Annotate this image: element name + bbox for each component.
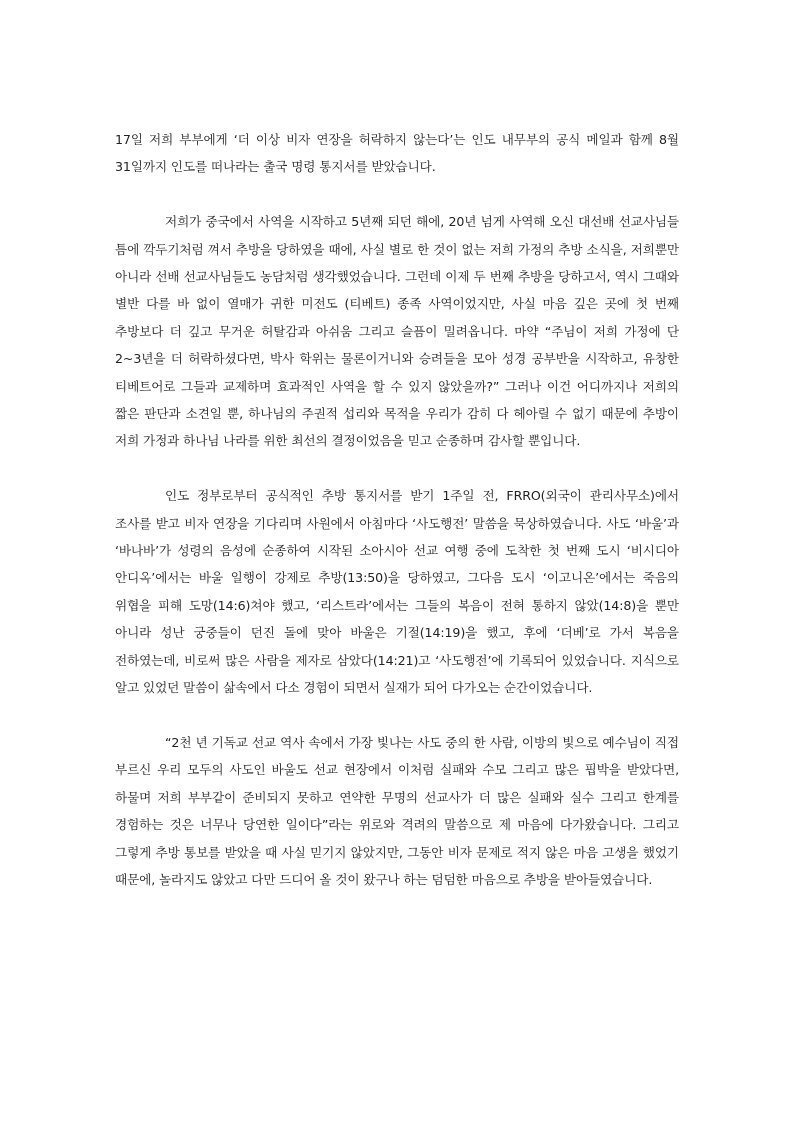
paragraph-2: 저희가 중국에서 사역을 시작하고 5년째 되던 해에, 20년 넘게 사역해 오신 대선배 선교사님들 틈에 깍두기처럼 껴서 추방을 당하였을 때에, 사실 별로 한 것이 없는 저희 가정의 추방 소식을, 저희뿐만 아니라 선배 선교사님들도 농담처럼 생각했었습니다. 그런데 이제 두 번째 추방을 당하고서, 역시 그때와 별반 다를 바 없이 열매가 귀한 미전도 (티베트) 종족 사역이었지만, 사실 마음 깊은 곳에 첫 번째 추방보다 더 깊고 무거운 허탈감과 아쉬움 그리고 슬픔이 밀려옵니다. 마약 “주님이 저희 가정에 단 2~3년을 더 허락하셨다면, 박사 학위는 물론이거니와 승려들을 모아 성경 공부반을 시작하고, 유창한 티베트어로 그들과 교제하며 효과적인 사역을 할 수 있지 않았을까?” 그러나 이건 어디까지나 저희의 짧은 판단과 소견일 뿐, 하나님의 주권적 섭리와 목적을 우리가 감히 다 헤아릴 수 없기 때문에 추방이 저희 가정과 하나님 나라를 위한 최선의 결정이었음을 믿고 순종하며 감사할 뿐입니다. <box>115 214 679 449</box>
paragraph-4: “2천 년 기독교 선교 역사 속에서 가장 빛나는 사도 중의 한 사람, 이방의 빛으로 예수님이 직접 부르신 우리 모두의 사도인 바울도 선교 현장에서 이처럼 실패와 수모 그리고 많은 핍박을 받았다면, 하물며 저희 부부같이 준비되지 못하고 연약한 무명의 선교사가 더 많은 실패와 실수 그리고 한계를 경험하는 것은 너무나 당연한 일이다”라는 위로와 격려의 말씀으로 제 마음에 다가왔습니다. 그리고 그렇게 추방 통보를 받았을 때 사실 믿기지 않았지만, 그동안 비자 문제로 적지 않은 마음 고생을 했었기 때문에, 놀라지도 않았고 다만 드디어 올 것이 왔구나 하는 덤덤한 마음으로 추방을 받아들였습니다. <box>115 734 679 887</box>
paragraph-1: 17일 저희 부부에게 ‘더 이상 비자 연장을 허락하지 않는다’는 인도 내무부의 공식 메일과 함께 8월 31일까지 인도를 떠나라는 출국 명령 통지서를 받았습니다. <box>115 132 679 175</box>
document-body <box>115 126 679 921</box>
paragraph-3: 인도 정부로부터 공식적인 추방 통지서를 받기 1주일 전, FRRO(외국이 관리사무소)에서 조사를 받고 비자 연장을 기다리며 사원에서 아침마다 ‘사도행전’ 말씀을 묵상하였습니다. 사도 ‘바울’과 ‘바나바’가 성령의 음성에 순종하여 시작된 소아시아 선교 여행 중에 도착한 첫 번째 도시 ‘비시디아 안디옥’에서는 바울 일행이 강제로 추방(13:50)을 당하였고, 그다음 도시 ‘이고니온’에서는 죽음의 위협을 피해 도망(14:6)쳐야 했고, ‘리스트라’에서는 그들의 복음이 전혀 통하지 않았(14:8)을 뿐만 아니라 성난 궁중들이 던진 돌에 맞아 바울은 기절(14:19)을 했고, 후에 ‘더베’로 가서 복음을 전하였는데, 비로써 많은 사람을 제자로 삼았다(14:21)고 ‘사도행전’에 기록되어 있었습니다. 지식으로 알고 있었던 말씀이 삶속에서 다소 경험이 되면서 실재가 되어 다가오는 순간이었습니다. <box>115 488 679 696</box>
